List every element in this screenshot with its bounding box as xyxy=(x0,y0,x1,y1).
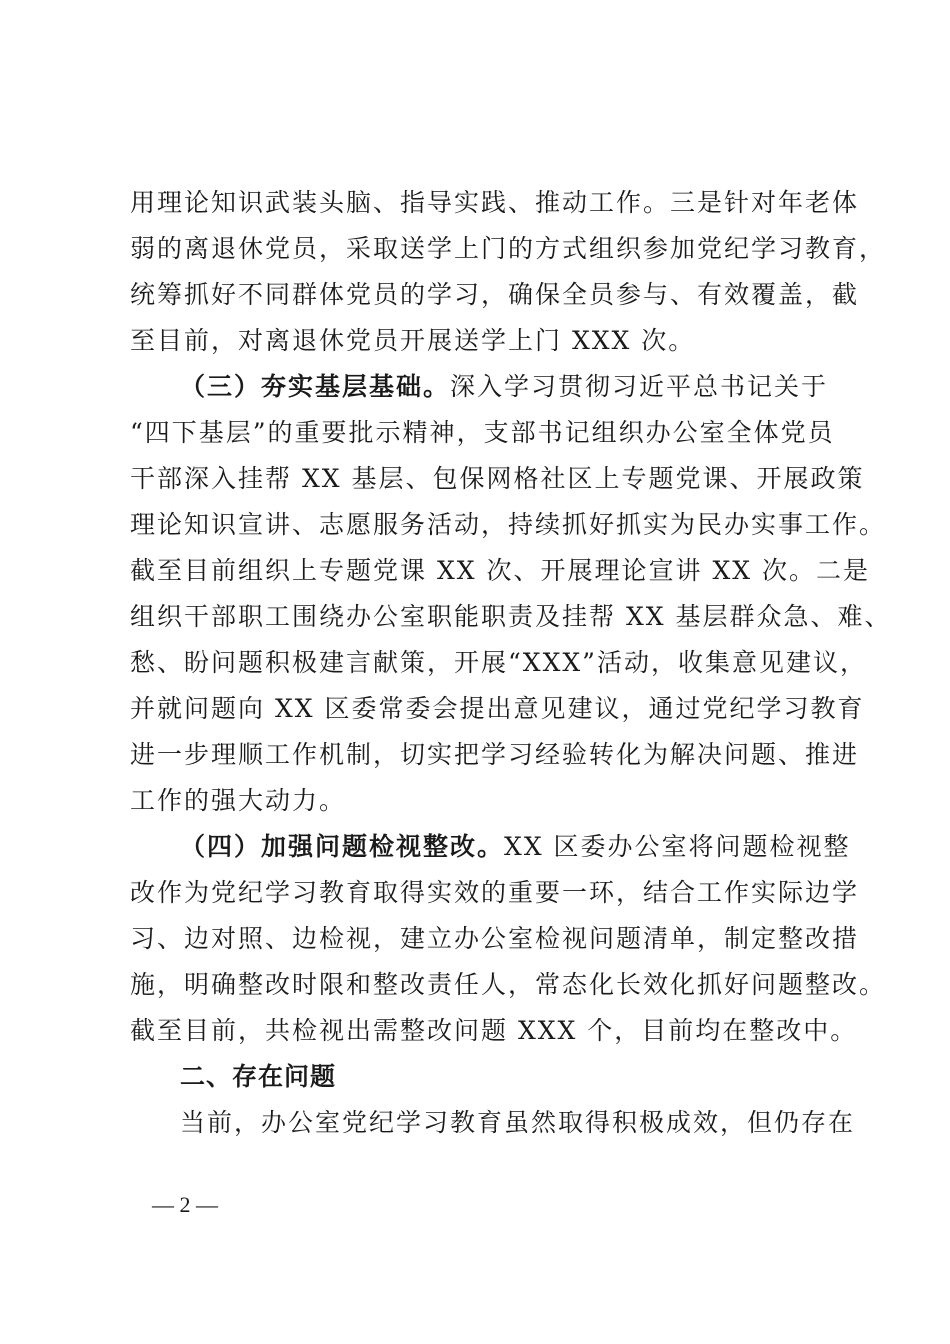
section-4-first-line xyxy=(180,832,851,862)
body-line: 理论知识宣讲、志愿服务活动，持续抓好抓实为民办实事工作。 xyxy=(130,510,887,539)
section-4-title: （四）加强问题检视整改。 xyxy=(180,832,505,861)
body-line: “四下基层”的重要批示精神，支部书记组织办公室全体党员 xyxy=(130,418,835,447)
body-line: 习、边对照、边检视，建立办公室检视问题清单，制定整改措 xyxy=(130,924,860,953)
page-number: — 2 — xyxy=(152,1192,218,1217)
body-line: 组织干部职工围绕办公室职能职责及挂帮 XX 基层群众急、难、 xyxy=(130,602,892,631)
body-line: 弱的离退休党员，采取送学上门的方式组织参加党纪学习教育， xyxy=(130,234,887,263)
body-line: 截至目前组织上专题党课 XX 次、开展理论宣讲 XX 次。二是 xyxy=(130,556,870,585)
section-heading-2: 二、存在问题 xyxy=(180,1062,337,1091)
body-line: 至目前，对离退休党员开展送学上门 XXX 次。 xyxy=(130,326,696,355)
body-line: 并就问题向 XX 区委常委会提出意见建议，通过党纪学习教育 xyxy=(130,694,865,723)
section-4-first-line-text: XX 区委办公室将问题检视整 xyxy=(504,832,851,861)
body-line: 愁、盼问题积极建言献策，开展“XXX”活动，收集意见建议， xyxy=(130,648,867,677)
body-line: 干部深入挂帮 XX 基层、包保网格社区上专题党课、开展政策 xyxy=(130,464,865,493)
body-line: 施，明确整改时限和整改责任人，常态化长效化抓好问题整改。 xyxy=(130,970,887,999)
section-3-first-line xyxy=(180,372,828,402)
body-line: 工作的强大动力。 xyxy=(130,786,347,815)
body-line: 改作为党纪学习教育取得实效的重要一环，结合工作实际边学 xyxy=(130,878,860,907)
body-line: 截至目前，共检视出需整改问题 XXX 个，目前均在整改中。 xyxy=(130,1016,858,1045)
body-line: 进一步理顺工作机制，切实把学习经验转化为解决问题、推进 xyxy=(130,740,860,769)
body-line: 用理论知识武装头脑、指导实践、推动工作。三是针对年老体 xyxy=(130,188,860,217)
section-3-first-line-text: 深入学习贯彻习近平总书记关于 xyxy=(450,372,829,401)
section-3-title: （三）夯实基层基础。 xyxy=(180,372,451,401)
body-line: 当前，办公室党纪学习教育虽然取得积极成效，但仍存在 xyxy=(180,1108,856,1137)
body-line: 统筹抓好不同群体党员的学习，确保全员参与、有效覆盖，截 xyxy=(130,280,860,309)
